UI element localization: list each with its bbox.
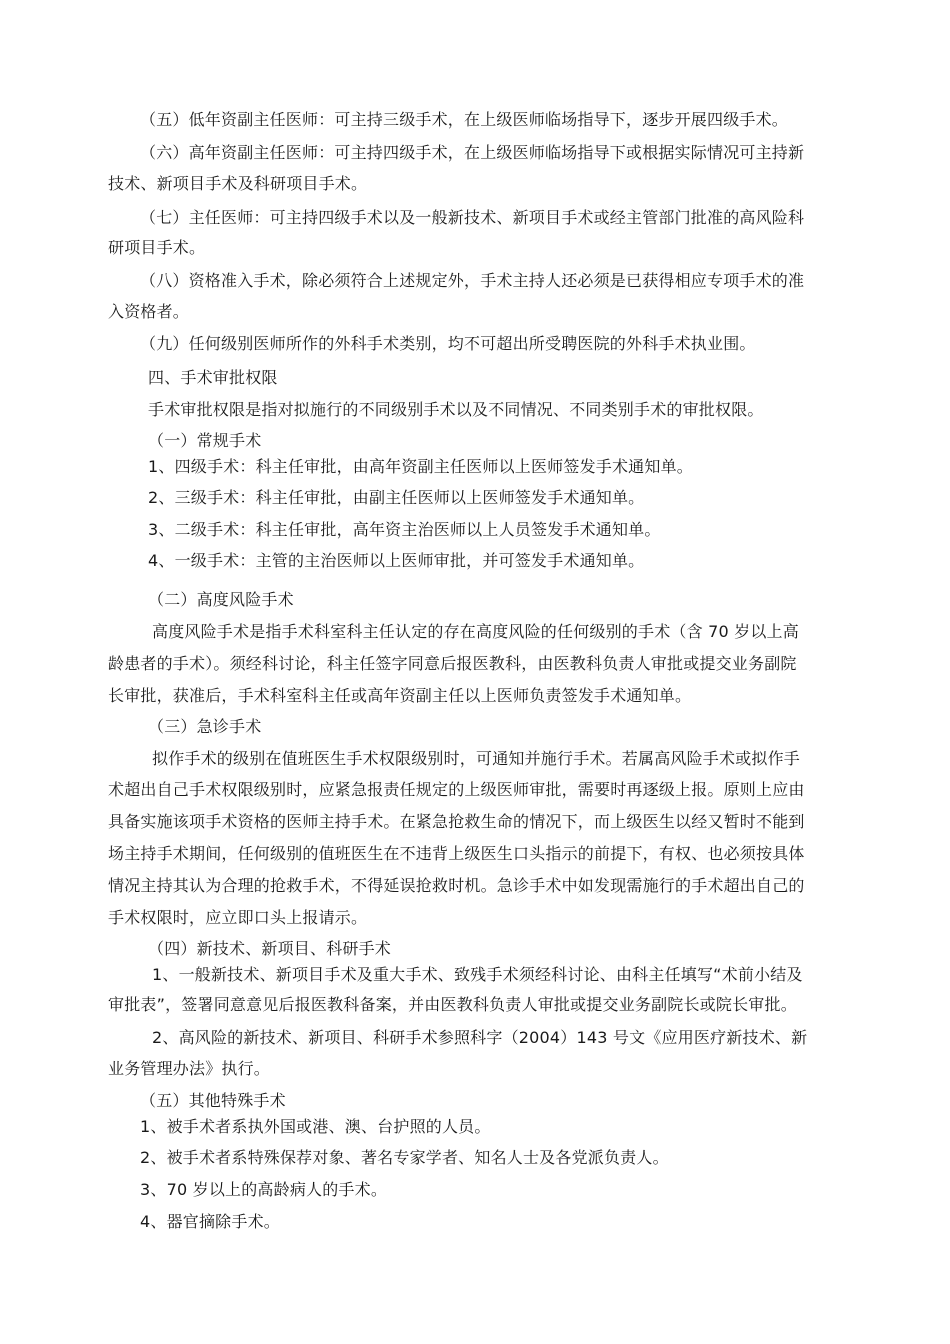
- clause-5-line: （五）低年资副主任医师：可主持三级手术，在上级医师临场指导下，逐步开展四级手术。: [140, 110, 789, 129]
- clause-8-line-2: 入资格者。: [108, 302, 190, 321]
- approval-intro: 手术审批权限是指对拟施行的不同级别手术以及不同情况、不同类别手术的审批权限。: [148, 400, 764, 419]
- new-tech-item-1-line-1: 1、一般新技术、新项目手术及重大手术、致残手术须经科讨论、由科主任填写“术前小结及: [152, 965, 803, 984]
- emergency-line-4: 场主持手术期间，任何级别的值班医生在不违背上级医生口头指示的前提下，有权、也必须按具体: [108, 844, 805, 863]
- high-risk-line-3: 长审批，获准后，手术科室科主任或高年资副主任以上医师负责签发手术通知单。: [108, 686, 692, 705]
- routine-item-3: 3、二级手术：科主任审批，高年资主治医师以上人员签发手术通知单。: [148, 520, 661, 539]
- other-item-1: 1、被手术者系执外国或港、澳、台护照的人员。: [140, 1117, 491, 1136]
- other-item-4: 4、器官摘除手术。: [140, 1212, 280, 1231]
- subheading-other-special: （五）其他特殊手术: [140, 1091, 286, 1110]
- clause-8-line-1: （八）资格准入手术，除必须符合上述规定外，手术主持人还必须是已获得相应专项手术的准: [140, 271, 805, 290]
- clause-7-line-1: （七）主任医师：可主持四级手术以及一般新技术、新项目手术或经主管部门批准的高风险科: [140, 208, 805, 227]
- subheading-new-tech: （四）新技术、新项目、科研手术: [148, 939, 392, 958]
- new-tech-item-2-line-2: 业务管理办法》执行。: [108, 1059, 271, 1078]
- emergency-line-3: 具备实施该项手术资格的医师主持手术。在紧急抢救生命的情况下，而上级医生以经又暂时不能到: [108, 812, 805, 831]
- emergency-line-2: 术超出自己手术权限级别时，应紧急报责任规定的上级医师审批，需要时再逐级上报。原则上应由: [108, 780, 805, 799]
- routine-item-2: 2、三级手术：科主任审批，由副主任医师以上医师签发手术通知单。: [148, 488, 645, 507]
- subheading-high-risk: （二）高度风险手术: [148, 590, 294, 609]
- new-tech-item-2-line-1: 2、高风险的新技术、新项目、科研手术参照科字（2004）143 号文《应用医疗新技术、新: [152, 1028, 808, 1047]
- clause-9-line: （九）任何级别医师所作的外科手术类别，均不可超出所受聘医院的外科手术执业围。: [140, 334, 756, 353]
- high-risk-line-1: 高度风险手术是指手术科室科主任认定的存在高度风险的任何级别的手术（含 70 岁以上高: [152, 622, 799, 641]
- clause-6-line-2: 技术、新项目手术及科研项目手术。: [108, 174, 368, 193]
- other-item-2: 2、被手术者系特殊保荐对象、著名专家学者、知名人士及各党派负责人。: [140, 1148, 669, 1167]
- emergency-line-1: 拟作手术的级别在值班医生手术权限级别时，可通知并施行手术。若属高风险手术或拟作手: [152, 749, 801, 768]
- routine-item-4: 4、一级手术：主管的主治医师以上医师审批，并可签发手术通知单。: [148, 551, 645, 570]
- other-item-3: 3、70 岁以上的高龄病人的手术。: [140, 1180, 388, 1199]
- subheading-routine: （一）常规手术: [148, 431, 262, 450]
- emergency-line-5: 情况主持其认为合理的抢救手术，不得延误抢救时机。急诊手术中如发现需施行的手术超出自己的: [108, 876, 805, 895]
- section-heading-approval: 四、手术审批权限: [148, 368, 278, 387]
- clause-7-line-2: 研项目手术。: [108, 238, 206, 257]
- clause-6-line-1: （六）高年资副主任医师：可主持四级手术，在上级医师临场指导下或根据实际情况可主持新: [140, 143, 805, 162]
- emergency-line-6: 手术权限时，应立即口头上报请示。: [108, 908, 368, 927]
- new-tech-item-1-line-2: 审批表”，签署同意意见后报医教科备案，并由医教科负责人审批或提交业务副院长或院长审批。: [108, 995, 797, 1014]
- high-risk-line-2: 龄患者的手术）。须经科讨论，科主任签字同意后报医教科，由医教科负责人审批或提交业务副院: [108, 654, 797, 673]
- subheading-emergency: （三）急诊手术: [148, 717, 262, 736]
- routine-item-1: 1、四级手术：科主任审批，由高年资副主任医师以上医师签发手术通知单。: [148, 457, 693, 476]
